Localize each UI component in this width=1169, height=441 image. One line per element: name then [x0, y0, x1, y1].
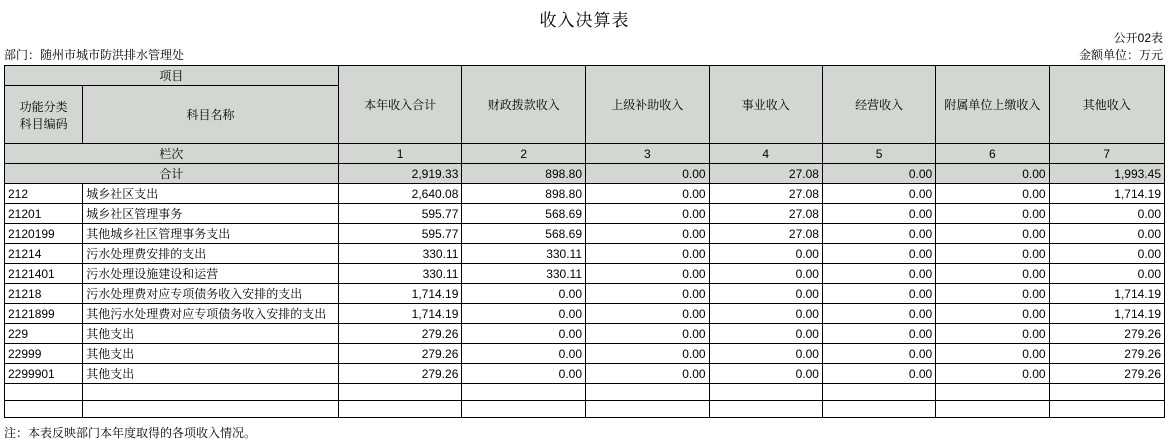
- row-value-5: 0.00: [936, 244, 1049, 264]
- row-value-6: 279.26: [1049, 364, 1164, 384]
- row-value-5: 0.00: [936, 324, 1049, 344]
- row-value-0: [338, 401, 462, 418]
- row-code: 22999: [5, 344, 83, 364]
- row-value-1: 568.69: [462, 224, 586, 244]
- row-value-5: 0.00: [936, 364, 1049, 384]
- row-value-6: 279.26: [1049, 344, 1164, 364]
- row-value-0: 330.11: [338, 244, 462, 264]
- item-header-cell: 项目: [5, 66, 339, 86]
- row-value-0: 595.77: [338, 224, 462, 244]
- row-value-6: [1049, 401, 1164, 418]
- public-form-label: 公开02表: [1113, 31, 1163, 45]
- row-value-2: 0.00: [586, 284, 710, 304]
- row-value-0: 279.26: [338, 344, 462, 364]
- row-value-0: 330.11: [338, 264, 462, 284]
- total-value-2: 0.00: [586, 164, 710, 184]
- row-value-1: 0.00: [462, 304, 586, 324]
- row-value-6: 1,714.19: [1049, 184, 1164, 204]
- row-value-1: 568.69: [462, 204, 586, 224]
- row-value-5: [936, 384, 1049, 401]
- row-value-2: 0.00: [586, 264, 710, 284]
- row-value-4: 0.00: [822, 324, 935, 344]
- row-value-3: 27.08: [709, 224, 822, 244]
- column-header-3: 事业收入: [709, 66, 822, 144]
- column-header-2: 上级补助收入: [586, 66, 710, 144]
- table-row: [5, 304, 1165, 324]
- row-value-5: 0.00: [936, 344, 1049, 364]
- row-name: 其他支出: [83, 364, 339, 384]
- row-value-3: 0.00: [709, 244, 822, 264]
- row-value-3: 0.00: [709, 284, 822, 304]
- column-header-0: 本年收入合计: [338, 66, 462, 144]
- row-code: 2121899: [5, 304, 83, 324]
- row-name: 其他支出: [83, 324, 339, 344]
- row-value-3: [709, 384, 822, 401]
- table-row: [5, 264, 1165, 284]
- row-value-2: 0.00: [586, 204, 710, 224]
- row-value-4: 0.00: [822, 304, 935, 324]
- row-value-0: 1,714.19: [338, 304, 462, 324]
- table-lanci-row: [5, 144, 1165, 164]
- total-label: 合计: [5, 164, 339, 184]
- row-name: 其他污水处理费对应专项债务收入安排的支出: [83, 304, 339, 324]
- row-value-4: 0.00: [822, 264, 935, 284]
- row-value-3: 0.00: [709, 304, 822, 324]
- row-value-1: [462, 401, 586, 418]
- row-code: [5, 401, 83, 418]
- functional-code-header: [5, 86, 83, 144]
- row-value-0: 279.26: [338, 364, 462, 384]
- lanci-label: 栏次: [5, 144, 339, 164]
- table-row: [5, 204, 1165, 224]
- row-value-5: 0.00: [936, 204, 1049, 224]
- row-value-0: 2,640.08: [338, 184, 462, 204]
- row-value-4: 0.00: [822, 224, 935, 244]
- table-row: [5, 401, 1165, 418]
- lanci-number-2: 3: [586, 144, 710, 164]
- row-value-1: 330.11: [462, 264, 586, 284]
- row-value-4: 0.00: [822, 364, 935, 384]
- row-value-4: 0.00: [822, 284, 935, 304]
- row-value-3: 0.00: [709, 264, 822, 284]
- row-value-4: 0.00: [822, 184, 935, 204]
- row-value-5: 0.00: [936, 224, 1049, 244]
- row-value-2: [586, 384, 710, 401]
- row-value-4: 0.00: [822, 344, 935, 364]
- lanci-number-6: 7: [1049, 144, 1164, 164]
- row-code: 21214: [5, 244, 83, 264]
- row-value-2: 0.00: [586, 184, 710, 204]
- row-value-6: [1049, 384, 1164, 401]
- meta-row: [0, 46, 1169, 65]
- row-value-1: 0.00: [462, 284, 586, 304]
- functional-code-header-line1: 功能分类: [19, 99, 68, 114]
- row-value-4: [822, 384, 935, 401]
- row-value-2: 0.00: [586, 364, 710, 384]
- row-value-0: 1,714.19: [338, 284, 462, 304]
- row-name: 其他支出: [83, 344, 339, 364]
- row-value-4: 0.00: [822, 244, 935, 264]
- lanci-number-0: 1: [338, 144, 462, 164]
- row-value-3: 0.00: [709, 364, 822, 384]
- row-name: 污水处理费对应专项债务收入安排的支出: [83, 284, 339, 304]
- table-row: [5, 364, 1165, 384]
- row-name: 城乡社区支出: [83, 184, 339, 204]
- income-final-accounts-table: [4, 65, 1165, 418]
- row-name: 其他城乡社区管理事务支出: [83, 224, 339, 244]
- row-value-5: 0.00: [936, 184, 1049, 204]
- row-code: 21218: [5, 284, 83, 304]
- column-header-6: 其他收入: [1049, 66, 1164, 144]
- row-code: 2121401: [5, 264, 83, 284]
- row-name: 污水处理费安排的支出: [83, 244, 339, 264]
- total-value-4: 0.00: [822, 164, 935, 184]
- row-value-5: 0.00: [936, 284, 1049, 304]
- row-value-3: 27.08: [709, 184, 822, 204]
- row-value-4: [822, 401, 935, 418]
- row-value-1: 0.00: [462, 324, 586, 344]
- row-value-2: 0.00: [586, 224, 710, 244]
- row-value-3: 0.00: [709, 344, 822, 364]
- column-header-5: 附属单位上缴收入: [936, 66, 1049, 144]
- department-label: 部门：随州市城市防洪排水管理处: [4, 48, 185, 62]
- row-value-1: 0.00: [462, 364, 586, 384]
- row-value-3: [709, 401, 822, 418]
- row-name: 污水处理设施建设和运营: [83, 264, 339, 284]
- page-title: 收入决算表: [539, 11, 630, 30]
- column-header-4: 经营收入: [822, 66, 935, 144]
- table-total-row: [5, 164, 1165, 184]
- row-value-5: [936, 401, 1049, 418]
- row-value-1: [462, 384, 586, 401]
- row-name: 城乡社区管理事务: [83, 204, 339, 224]
- row-value-2: 0.00: [586, 324, 710, 344]
- amount-unit-label: 金额单位：万元: [1078, 48, 1163, 62]
- row-value-0: 595.77: [338, 204, 462, 224]
- table-row: [5, 324, 1165, 344]
- row-value-6: 279.26: [1049, 324, 1164, 344]
- total-value-1: 898.80: [462, 164, 586, 184]
- row-value-2: 0.00: [586, 344, 710, 364]
- row-code: 21201: [5, 204, 83, 224]
- table-header-item-row: [5, 66, 1165, 86]
- row-value-6: 0.00: [1049, 264, 1164, 284]
- table-row: [5, 244, 1165, 264]
- table-row: [5, 224, 1165, 244]
- row-value-2: [586, 401, 710, 418]
- row-value-1: 898.80: [462, 184, 586, 204]
- row-value-5: 0.00: [936, 264, 1049, 284]
- total-value-0: 2,919.33: [338, 164, 462, 184]
- row-value-1: 330.11: [462, 244, 586, 264]
- subject-name-header: 科目名称: [83, 86, 339, 144]
- total-value-5: 0.00: [936, 164, 1049, 184]
- row-value-3: 27.08: [709, 204, 822, 224]
- table-row: [5, 184, 1165, 204]
- row-code: 229: [5, 324, 83, 344]
- footnote: 注：本表反映部门本年度取得的各项收入情况。: [4, 426, 257, 440]
- row-value-6: 1,714.19: [1049, 284, 1164, 304]
- functional-code-header-line2: 科目编码: [19, 116, 68, 131]
- lanci-number-4: 5: [822, 144, 935, 164]
- row-value-6: 1,714.19: [1049, 304, 1164, 324]
- row-value-3: 0.00: [709, 324, 822, 344]
- row-value-4: 0.00: [822, 204, 935, 224]
- row-code: 2120199: [5, 224, 83, 244]
- row-value-0: 279.26: [338, 324, 462, 344]
- lanci-number-3: 4: [709, 144, 822, 164]
- table-row: [5, 384, 1165, 401]
- row-name: [83, 401, 339, 418]
- row-value-5: 0.00: [936, 304, 1049, 324]
- column-header-1: 财政拨款收入: [462, 66, 586, 144]
- row-code: [5, 384, 83, 401]
- row-value-2: 0.00: [586, 244, 710, 264]
- row-name: [83, 384, 339, 401]
- row-value-0: [338, 384, 462, 401]
- lanci-number-5: 6: [936, 144, 1049, 164]
- row-value-6: 0.00: [1049, 244, 1164, 264]
- row-value-6: 0.00: [1049, 204, 1164, 224]
- row-code: 2299901: [5, 364, 83, 384]
- row-value-6: 0.00: [1049, 224, 1164, 244]
- row-value-2: 0.00: [586, 304, 710, 324]
- total-value-3: 27.08: [709, 164, 822, 184]
- table-row: [5, 284, 1165, 304]
- row-value-1: 0.00: [462, 344, 586, 364]
- total-value-6: 1,993.45: [1049, 164, 1164, 184]
- row-code: 212: [5, 184, 83, 204]
- lanci-number-1: 2: [462, 144, 586, 164]
- table-row: [5, 344, 1165, 364]
